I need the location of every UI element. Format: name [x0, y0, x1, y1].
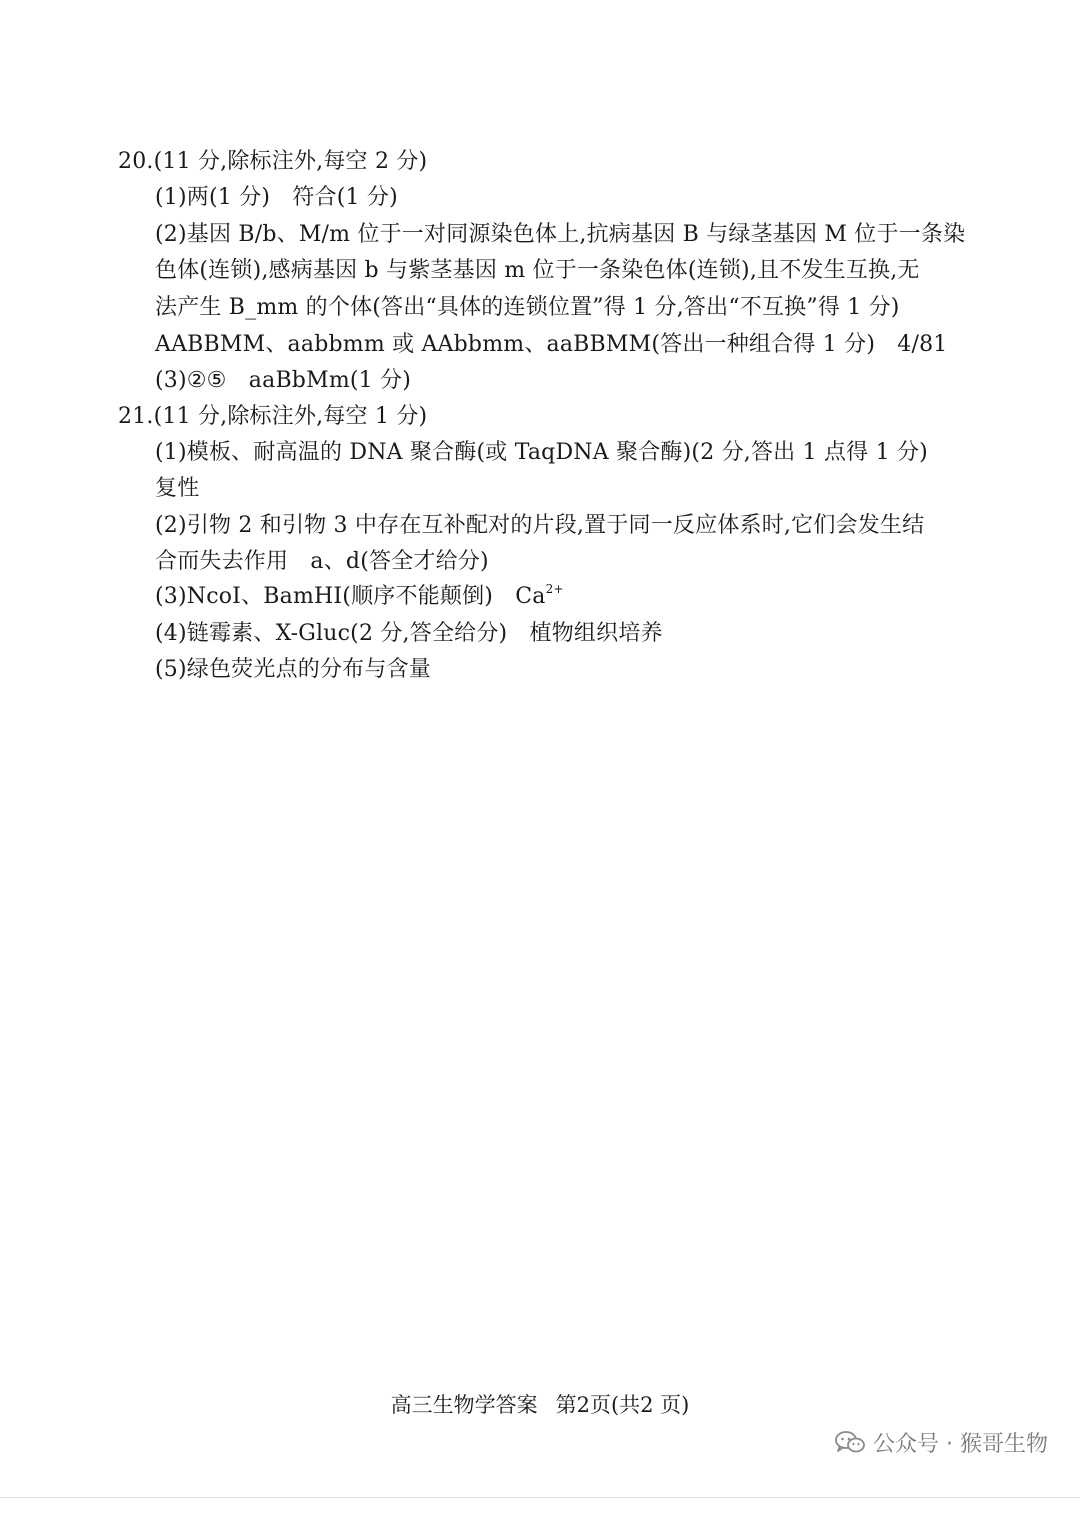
q20-part1: (1)两(1 分) 符合(1 分) [155, 185, 398, 210]
q21-part3 [155, 582, 564, 612]
watermark-text: 公众号 · 猴哥生物 [873, 1431, 1048, 1457]
q21-part5: (5)绿色荧光点的分布与含量 [155, 657, 431, 682]
q21-part2-line2: 合而失去作用 a、d(答全才给分) [155, 549, 489, 574]
calcium-charge-superscript: 2+ [545, 582, 564, 596]
q21-part4: (4)链霉素、X-Gluc(2 分,答全给分) 植物组织培养 [155, 621, 663, 646]
q21-part1-line2: 复性 [155, 476, 200, 501]
wechat-icon [835, 1430, 865, 1454]
footer-page-number: 第2页(共2 页) [555, 1393, 690, 1417]
bottom-divider [0, 1497, 1080, 1498]
q21-part2-line1: (2)引物 2 和引物 3 中存在互补配对的片段,置于同一反应体系时,它们会发生结 [155, 513, 925, 538]
footer-subject: 高三生物学答案 [390, 1393, 538, 1417]
q20-part2-line3: 法产生 B_mm 的个体(答出“具体的连锁位置”得 1 分,答出“不互换”得 1 分) [155, 295, 900, 320]
q20-part2-line1: (2)基因 B/b、M/m 位于一对同源染色体上,抗病基因 B 与绿茎基因 M 位于一条染 [155, 222, 966, 247]
q21-part3-text: (3)NcoⅠ、BamHⅠ(顺序不能颠倒) Ca [155, 584, 546, 609]
watermark [835, 1424, 1048, 1460]
page-footer [0, 1390, 1080, 1420]
q20-part3: (3)②⑤ aaBbMm(1 分) [155, 368, 412, 393]
q21-part1-line1: (1)模板、耐高温的 DNA 聚合酶(或 TaqDNA 聚合酶)(2 分,答出 1 点得 1 分) [155, 440, 928, 465]
q20-header: 20.(11 分,除标注外,每空 2 分) [118, 149, 428, 174]
q21-header: 21.(11 分,除标注外,每空 1 分) [118, 404, 428, 429]
q20-part2-line2: 色体(连锁),感病基因 b 与紫茎基因 m 位于一条染色体(连锁),且不发生互换,无 [155, 258, 920, 283]
q20-part2-line4: AABBMM、aabbmm 或 AAbbmm、aaBBMM(答出一种组合得 1 分) 4/81 [155, 332, 948, 357]
